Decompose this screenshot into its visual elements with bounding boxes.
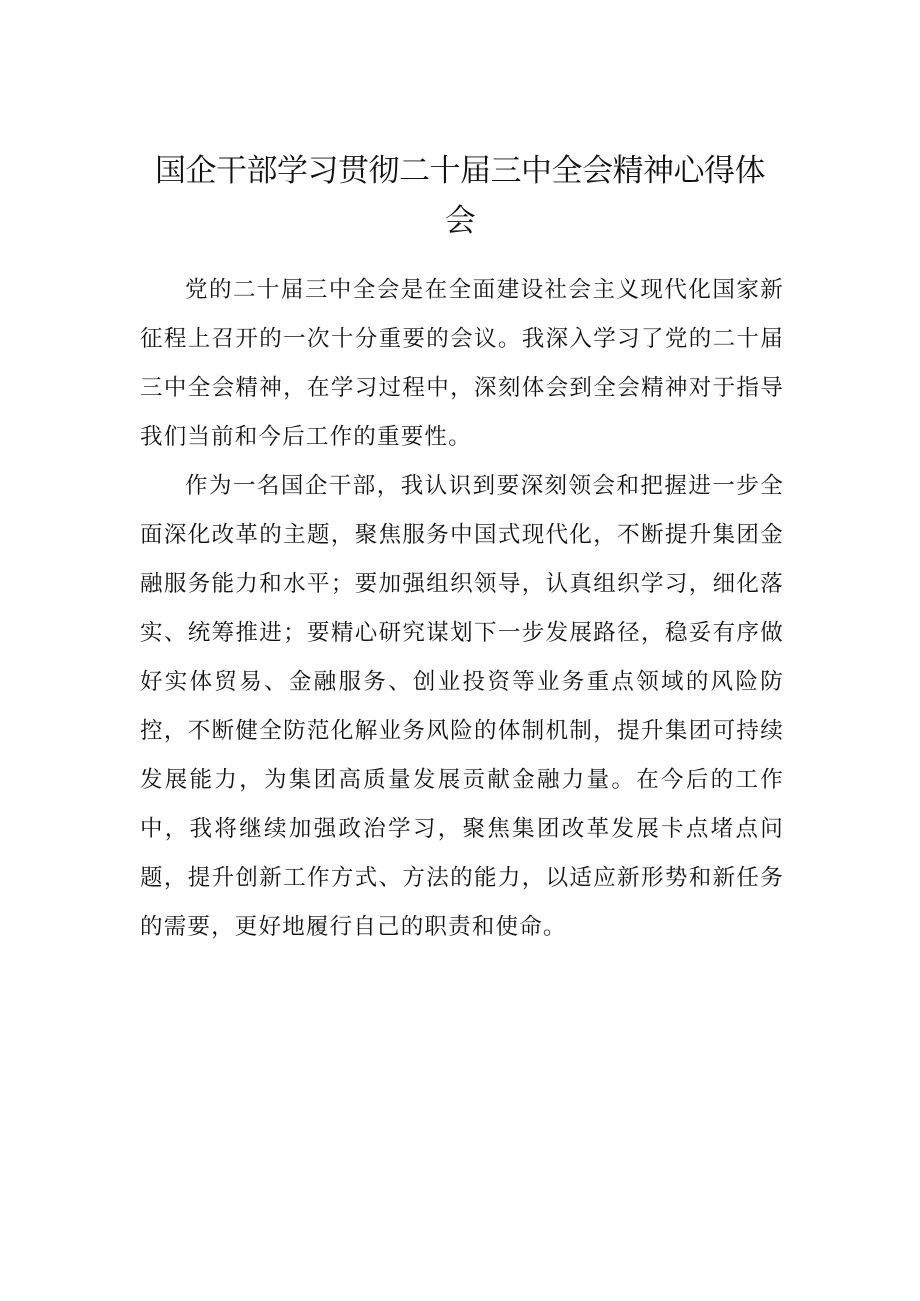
- paragraph-2: 作为一名国企干部，我认识到要深刻领会和把握进一步全面深化改革的主题，聚焦服务中国式现代化，不断提升集团金融服务能力和水平；要加强组织领导，认真组织学习，细化落实、统筹推进；要精心研究谋划下一步发展路径，稳妥有序做好实体贸易、金融服务、创业投资等业务重点领域的风险防控，不断健全防范化解业务风险的体制机制，提升集团可持续发展能力，为集团高质量发展贡献金融力量。在今后的工作中，我将继续加强政治学习，聚焦集团改革发展卡点堵点问题，提升创新工作方式、方法的能力，以适应新形势和新任务的需要，更好地履行自己的职责和使命。: [140, 473, 784, 940]
- document-body: [140, 266, 784, 952]
- paragraph-1: 党的二十届三中全会是在全面建设社会主义现代化国家新征程上召开的一次十分重要的会议。我深入学习了党的二十届三中全会精神，在学习过程中，深刻体会到全会精神对于指导我们当前和今后工作的重要性。: [140, 277, 784, 450]
- document-title: 国企干部学习贯彻二十届三中全会精神心得体会: [155, 153, 765, 239]
